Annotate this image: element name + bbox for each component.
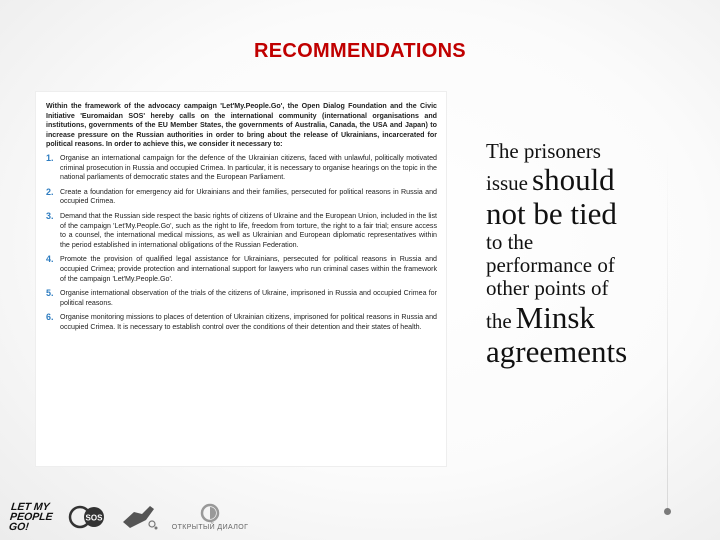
logo-text: GO! <box>8 521 30 533</box>
recommendation-number: 4. <box>46 254 54 265</box>
recommendation-item <box>46 212 437 250</box>
recommendations-list <box>46 154 437 333</box>
statement-line-large: not be tied <box>486 196 617 232</box>
recommendation-text: Create a foundation for emergency aid for Ukrainians and their families, persecuted for political reasons in Russia and occupied Crimea. <box>60 187 437 206</box>
recommendations-document <box>36 92 446 466</box>
map-emblem-icon <box>120 500 160 534</box>
open-dialog-icon <box>199 503 221 523</box>
recommendation-text: Organise monitoring missions to places of detention of Ukrainian citizens, imprisoned for political reasons in Russia and occupied Crimea. It is necessary to establish control over the conditions of their detention and their states of health. <box>60 313 437 331</box>
logo-text: PEOPLE <box>9 511 54 523</box>
slide-decoration-dot <box>664 508 671 515</box>
open-dialog-logo <box>170 503 250 531</box>
recommendation-item <box>46 289 437 308</box>
let-my-people-go-logo <box>8 496 60 538</box>
statement-word-large: Minsk <box>515 299 595 335</box>
recommendation-item <box>46 154 437 183</box>
recommendation-item <box>46 188 437 207</box>
recommendation-text: Organise an international campaign for the defence of the Ukrainian citizens, faced with unlawful, politically motivated criminal prosecution in Russia and occupied Crimea. In particular, it is necessary to organise hearings on the topic in the national parliaments of democratic states and the European Parliament. <box>60 153 437 182</box>
statement-word-large: should <box>532 162 615 198</box>
map-logo <box>118 497 162 537</box>
slide-title: RECOMMENDATIONS <box>254 40 466 62</box>
statement-word: the <box>486 308 512 333</box>
recommendation-text: Demand that the Russian side respect the basic rights of citizens of Ukraine and the European Union, included in the list of the campaign 'Let'My.People.Go', such as the right to life, freedom from torture, the right to a fair trial; ensure access to a counsel, the international medical missions, as well as Ukrainian and European diplomatic representatives within the period established in international obligations of the Russian Federation. <box>60 211 437 249</box>
recommendation-text: Promote the provision of qualified legal assistance for Ukrainians, persecuted for political reasons in Russia and occupied Crimea; provide protection and international support for lawyers who run criminal cases within the framework of the campaign 'Let'My.People.Go'. <box>60 255 437 283</box>
recommendation-number: 2. <box>46 186 54 197</box>
partner-logos <box>10 496 250 538</box>
recommendation-number: 5. <box>46 288 54 299</box>
statement-line: The prisoners <box>486 139 601 163</box>
recommendation-number: 1. <box>46 152 54 163</box>
recommendation-item <box>46 255 437 284</box>
recommendation-number: 6. <box>46 312 54 323</box>
statement-line: other points of <box>486 276 609 301</box>
euromaidan-sos-logo <box>66 497 110 537</box>
statement-word: issue <box>486 171 528 196</box>
recommendation-text: Organise international observation of the trials of the citizens of Ukraine, imprisoned in Russia and occupied Crimea for political reasons. <box>60 289 437 307</box>
recommendation-item <box>46 313 437 332</box>
recommendation-number: 3. <box>46 210 54 221</box>
minsk-statement <box>486 140 686 369</box>
document-intro: Within the framework of the advocacy campaign 'Let'My.People.Go', the Open Dialog Foundation and the Civic Initiative 'Euromaidan SOS' hereby calls on the international community (international organisations and institutions, governments of the EU Member States, the governments of Australia, Canada, the USA and Japan) to increase pressure on the Russian authorities in order to bring about the release of Ukrainians, incarcerated for political reasons. In order to achieve this, we consider it necessary to: <box>46 102 437 149</box>
euromaidan-sos-icon <box>68 502 108 532</box>
statement-line: to the <box>486 230 534 255</box>
logo-text: LET MY <box>10 501 51 513</box>
statement-line: performance of <box>486 253 615 278</box>
svg-text:SOS: SOS <box>85 513 103 523</box>
open-dialog-text: ОТКРЫТЫЙ ДИАЛОГ <box>171 524 249 531</box>
statement-line-large: agreements <box>486 333 628 369</box>
